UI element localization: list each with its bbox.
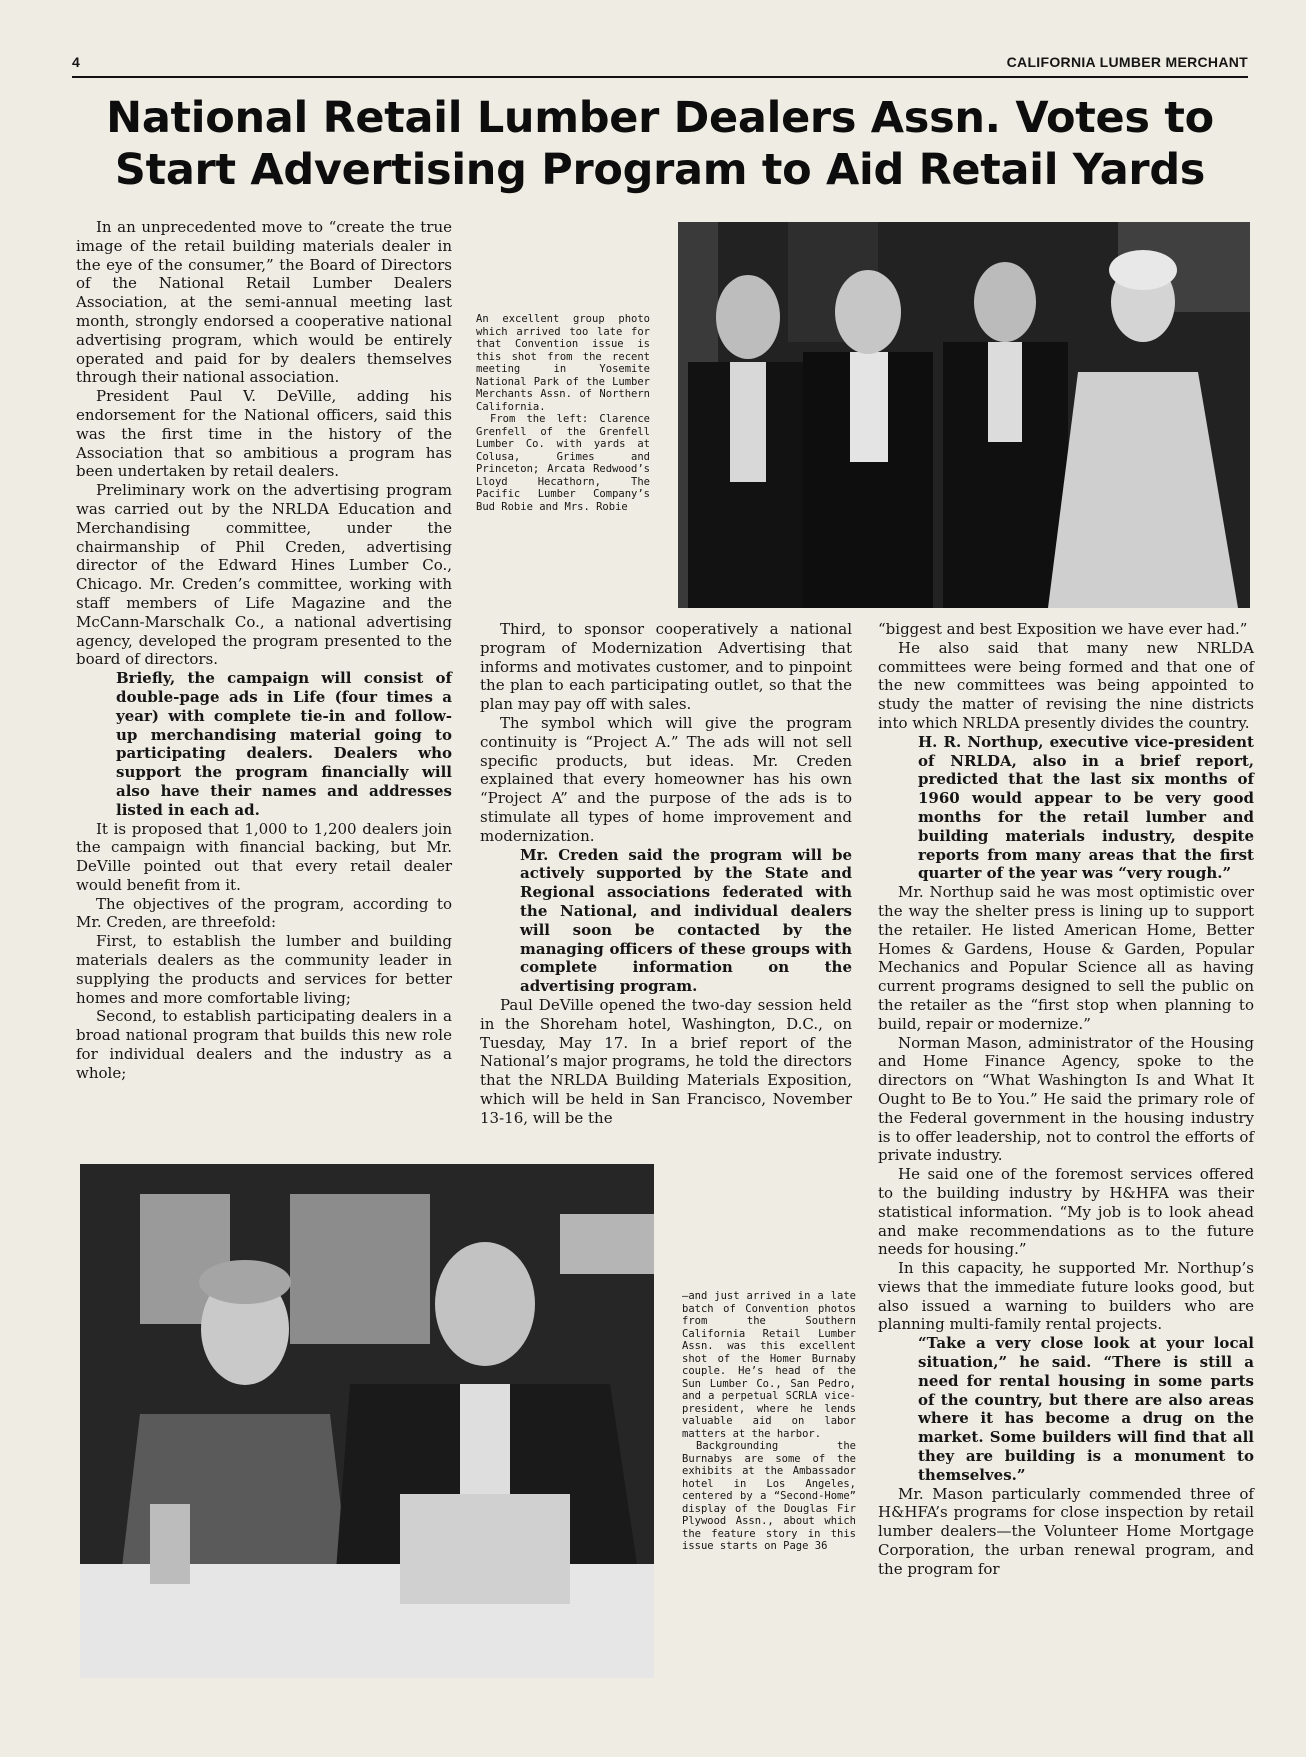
paragraph: He said one of the foremost services offered to the building industry by H&HFA was their statistical information. “My job is to look ahead and make recommendations as to the future needs for housing.”	[878, 1165, 1254, 1259]
paragraph: Paul DeVille opened the two-day session held in the Shoreham hotel, Washington, D.C., on Tuesday, May 17. In a brief report of the National’s major programs, he told the directors that the NRLDA Building Materials Exposition, which will be held in San Francisco, November 13-16, will be the	[480, 995, 852, 1127]
paragraph: In an unprecedented move to “create the true image of the retail building materials dealer in the eye of the consumer,” the Board of Directors of the National Retail Lumber Dealers Association, at the semi-annual meeting last month, strongly endorsed a cooperative national advertising program, which would be entirely operated and paid for by dealers themselves through their national association.	[76, 218, 452, 387]
couple-photo	[80, 1164, 654, 1678]
paragraph: President Paul V. DeVille, adding his endorsement for the National officers, said this was the first time in the history of the Association that so ambitious a program has been undertaken by retail dealers.	[76, 387, 452, 481]
paragraph: First, to establish the lumber and building materials dealers as the community leader in supplying the products and services for better homes and more comfortable living;	[76, 932, 452, 1007]
paragraph: Preliminary work on the advertising program was carried out by the NRLDA Education and Merchandising committee, under the chairmanship of Phil Creden, advertising director of the Edward Hines Lumber Co., Chicago. Mr. Creden’s committee, working with staff members of Life Magazine and the McCann-Marschalk Co., a national advertising agency, developed the program presented to the board of directors.	[76, 481, 452, 669]
paragraph: In this capacity, he supported Mr. Northup’s views that the immediate future looks good, but also issued a warning to builders who are planning multi-family rental projects.	[878, 1259, 1254, 1334]
paragraph: Third, to sponsor cooperatively a national program of Modernization Advertising that informs and motivates customer, and to pinpoint the plan to each participating outlet, so that the plan may pay off with sales.	[480, 620, 852, 714]
photo-caption-2	[682, 1290, 856, 1553]
paragraph: It is proposed that 1,000 to 1,200 dealers join the campaign with financial backing, but Mr. DeVille pointed out that every retail dealer would benefit from it.	[76, 819, 452, 894]
article-column-2	[480, 620, 852, 1128]
header-rule	[72, 76, 1248, 78]
paragraph: Mr. Mason particularly commended three of H&HFA’s programs for close inspection by retail lumber dealers—the Volunteer Home Mortgage Corporation, the urban renewal program, and the program for	[878, 1484, 1254, 1578]
caption-paragraph: Backgrounding the Burnabys are some of the exhibits at the Ambassador hotel in Los Angeles, centered by a “Second-Home” display of the Douglas Fir Plywood Assn., about which the feature story in this issue starts on Page 36	[682, 1440, 856, 1552]
caption-paragraph: —and just arrived in a late batch of Convention photos from the Southern California Retail Lumber Assn. was this excellent shot of the Homer Burnaby couple. He’s head of the Sun Lumber Co., San Pedro, and a perpetual SCRLA vice-president, where he lends valuable aid on labor matters at the harbor.	[682, 1290, 856, 1440]
headline-line-1: National Retail Lumber Dealers Assn. Votes to	[106, 93, 1214, 143]
caption-paragraph: An excellent group photo which arrived too late for that Convention issue is this shot from the recent meeting in Yosemite National Park of the Lumber Merchants Assn. of Northern California.	[476, 313, 650, 413]
paragraph: The symbol which will give the program continuity is “Project A.” The ads will not sell specific products, but ideas. Mr. Creden explained that every homeowner has his own “Project A” and the purpose of the ads is to stimulate all types of home improvement and modernization.	[480, 713, 852, 845]
paragraph: Norman Mason, administrator of the Housing and Home Finance Agency, spoke to the directors on “What Washington Is and What It Ought to Be to You.” He said the primary role of the Federal government in the housing industry is to offer leadership, not to control the efforts of private industry.	[878, 1033, 1254, 1165]
photo-caption-1	[476, 313, 650, 513]
bold-paragraph: Mr. Creden said the program will be actively supported by the State and Regional associations federated with the National, and individual dealers will soon be contacted by the managing officers of these groups with complete information on the advertising program.	[520, 845, 852, 996]
paragraph: Second, to establish participating dealers in a broad national program that builds this new role for individual dealers and the industry as a whole;	[76, 1007, 452, 1082]
bold-paragraph: “Take a very close look at your local situation,” he said. “There is still a need for rental housing in some parts of the country, but there are also areas where it has become a drug on the market. Some builders will find that all they are building is a monument to themselves.”	[918, 1334, 1254, 1484]
article-headline	[72, 92, 1248, 196]
paragraph: Mr. Northup said he was most optimistic over the way the shelter press is lining up to support the retailer. He listed American Home, Better Homes & Gardens, House & Garden, Popular Mechanics and Popular Science all as having current programs designed to sell the public on the retailer as the “first stop when planning to build, repair or modernize.”	[878, 883, 1254, 1033]
bold-paragraph: Briefly, the campaign will consist of double-page ads in Life (four times a year) with complete tie-in and follow-up merchandising material going to participating dealers. Dealers who support the program financially will also have their names and addresses listed in each ad.	[116, 669, 452, 819]
publication-name: CALIFORNIA LUMBER MERCHANT	[1006, 54, 1248, 70]
page-header	[72, 52, 1248, 76]
bold-paragraph: H. R. Northup, executive vice-president of NRLDA, also in a brief report, predicted that the last six months of 1960 would appear to be very good months for the retail lumber and building materials industry, despite reports from many areas that the first quarter of the year was “very rough.”	[918, 732, 1254, 883]
paragraph: “biggest and best Exposition we have ever had.”	[878, 620, 1248, 638]
article-column-1	[76, 218, 452, 1083]
page-number: 4	[72, 54, 80, 70]
headline-line-2: Start Advertising Program to Aid Retail Yards	[114, 145, 1206, 195]
article-column-3	[878, 620, 1254, 1579]
paragraph: The objectives of the program, according to Mr. Creden, are threefold:	[76, 894, 452, 932]
caption-paragraph: From the left: Clarence Grenfell of the Grenfell Lumber Co. with yards at Colusa, Grimes and Princeton; Arcata Redwood’s Lloyd Hecathorn, The Pacific Lumber Company’s Bud Robie and Mrs. Robie	[476, 413, 650, 513]
paragraph: He also said that many new NRLDA committees were being formed and that one of the new committees was being appointed to study the matter of revising the nine districts into which NRLDA presently divides the country.	[878, 638, 1254, 732]
group-photo	[678, 222, 1250, 608]
